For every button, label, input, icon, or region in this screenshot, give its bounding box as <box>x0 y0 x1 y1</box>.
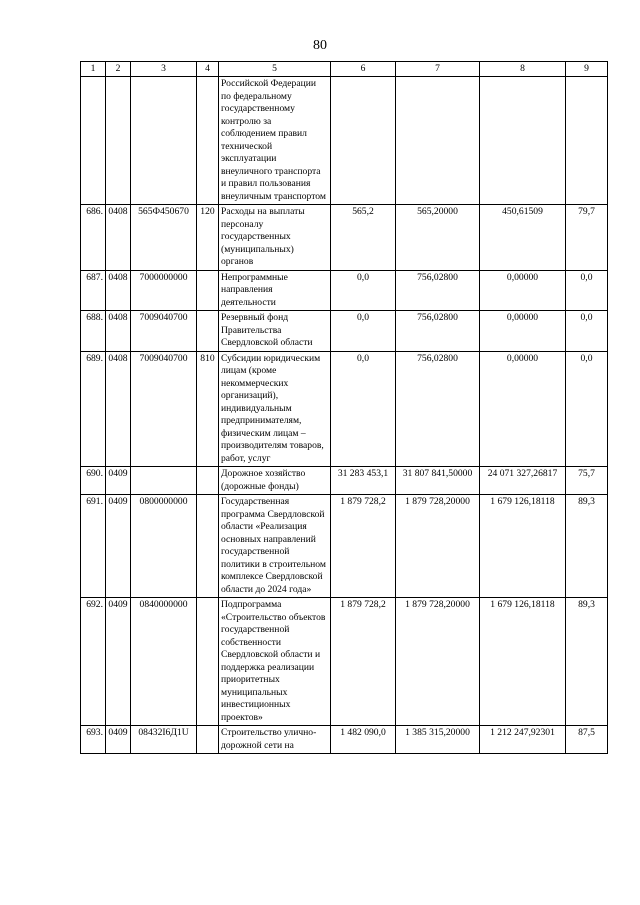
item-name-cell: Расходы на выплаты персоналу государственных (муниципальных) органов <box>219 205 331 271</box>
revised-amount-cell: 756,02800 <box>396 311 480 352</box>
column-header-7: 7 <box>396 62 480 77</box>
execution-percent-cell <box>566 77 608 205</box>
row-number-cell: 690. <box>81 467 106 495</box>
approved-amount-cell: 1 879 728,2 <box>331 598 396 726</box>
row-number-cell <box>81 77 106 205</box>
column-header-3: 3 <box>131 62 197 77</box>
approved-amount-cell: 1 482 090,0 <box>331 726 396 754</box>
target-article-code-cell <box>131 467 197 495</box>
execution-percent-cell: 0,0 <box>566 270 608 311</box>
executed-amount-cell: 1 679 126,18118 <box>480 598 566 726</box>
approved-amount-cell: 1 879 728,2 <box>331 495 396 598</box>
section-code-cell: 0409 <box>106 598 131 726</box>
column-header-2: 2 <box>106 62 131 77</box>
expense-type-code-cell: 120 <box>197 205 219 271</box>
section-code-cell: 0408 <box>106 205 131 271</box>
table-row <box>81 467 608 495</box>
target-article-code-cell: 7000000000 <box>131 270 197 311</box>
table-row <box>81 205 608 271</box>
approved-amount-cell <box>331 77 396 205</box>
revised-amount-cell: 756,02800 <box>396 270 480 311</box>
execution-percent-cell: 75,7 <box>566 467 608 495</box>
target-article-code-cell: 7009040700 <box>131 351 197 467</box>
table-row <box>81 77 608 205</box>
revised-amount-cell: 756,02800 <box>396 351 480 467</box>
table-body <box>81 77 608 754</box>
expense-type-code-cell <box>197 270 219 311</box>
table-header <box>81 62 608 77</box>
section-code-cell: 0409 <box>106 495 131 598</box>
row-number-cell: 686. <box>81 205 106 271</box>
item-name-cell: Резервный фонд Правительства Свердловской области <box>219 311 331 352</box>
target-article-code-cell: 7009040700 <box>131 311 197 352</box>
expense-type-code-cell <box>197 467 219 495</box>
executed-amount-cell: 0,00000 <box>480 270 566 311</box>
section-code-cell: 0408 <box>106 351 131 467</box>
row-number-cell: 688. <box>81 311 106 352</box>
header-row <box>81 62 608 77</box>
execution-percent-cell: 87,5 <box>566 726 608 754</box>
revised-amount-cell: 1 879 728,20000 <box>396 598 480 726</box>
executed-amount-cell: 1 679 126,18118 <box>480 495 566 598</box>
table-row <box>81 270 608 311</box>
table-row <box>81 495 608 598</box>
row-number-cell: 693. <box>81 726 106 754</box>
column-header-1: 1 <box>81 62 106 77</box>
section-code-cell: 0408 <box>106 270 131 311</box>
execution-percent-cell: 89,3 <box>566 495 608 598</box>
section-code-cell: 0409 <box>106 467 131 495</box>
approved-amount-cell: 565,2 <box>331 205 396 271</box>
expense-type-code-cell <box>197 598 219 726</box>
expense-type-code-cell <box>197 495 219 598</box>
section-code-cell: 0409 <box>106 726 131 754</box>
row-number-cell: 692. <box>81 598 106 726</box>
column-header-4: 4 <box>197 62 219 77</box>
expense-type-code-cell: 810 <box>197 351 219 467</box>
revised-amount-cell: 1 385 315,20000 <box>396 726 480 754</box>
target-article-code-cell: 08432I6Д1U <box>131 726 197 754</box>
expense-type-code-cell <box>197 726 219 754</box>
column-header-5: 5 <box>219 62 331 77</box>
table-row <box>81 351 608 467</box>
budget-table <box>80 61 608 754</box>
section-code-cell <box>106 77 131 205</box>
target-article-code-cell: 565Ф450670 <box>131 205 197 271</box>
executed-amount-cell: 0,00000 <box>480 351 566 467</box>
row-number-cell: 689. <box>81 351 106 467</box>
target-article-code-cell: 0840000000 <box>131 598 197 726</box>
executed-amount-cell: 1 212 247,92301 <box>480 726 566 754</box>
target-article-code-cell <box>131 77 197 205</box>
executed-amount-cell: 0,00000 <box>480 311 566 352</box>
executed-amount-cell: 24 071 327,26817 <box>480 467 566 495</box>
column-header-6: 6 <box>331 62 396 77</box>
target-article-code-cell: 0800000000 <box>131 495 197 598</box>
row-number-cell: 687. <box>81 270 106 311</box>
table-row <box>81 311 608 352</box>
executed-amount-cell <box>480 77 566 205</box>
item-name-cell: Российской Федерации по федеральному государственному контролю за соблюдением правил технической эксплуатации внеуличного транспорта и правил пользования внеуличным транспортом <box>219 77 331 205</box>
approved-amount-cell: 31 283 453,1 <box>331 467 396 495</box>
page-number: 80 <box>313 38 327 53</box>
executed-amount-cell: 450,61509 <box>480 205 566 271</box>
column-header-8: 8 <box>480 62 566 77</box>
approved-amount-cell: 0,0 <box>331 270 396 311</box>
execution-percent-cell: 79,7 <box>566 205 608 271</box>
execution-percent-cell: 0,0 <box>566 351 608 467</box>
section-code-cell: 0408 <box>106 311 131 352</box>
item-name-cell: Строительство улично-дорожной сети на <box>219 726 331 754</box>
revised-amount-cell: 31 807 841,50000 <box>396 467 480 495</box>
item-name-cell: Подпрограмма «Строительство объектов государственной собственности Свердловской области и поддержка реализации приоритетных муниципальных инвестиционных проектов» <box>219 598 331 726</box>
item-name-cell: Государственная программа Свердловской области «Реализация основных направлений государственной политики в строительном комплексе Свердловской области до 2024 года» <box>219 495 331 598</box>
expense-type-code-cell <box>197 77 219 205</box>
item-name-cell: Дорожное хозяйство (дорожные фонды) <box>219 467 331 495</box>
column-header-9: 9 <box>566 62 608 77</box>
table-row <box>81 598 608 726</box>
execution-percent-cell: 0,0 <box>566 311 608 352</box>
item-name-cell: Субсидии юридическим лицам (кроме некоммерческих организаций), индивидуальным предпринимателям, физическим лицам – производителям товаров, работ, услуг <box>219 351 331 467</box>
approved-amount-cell: 0,0 <box>331 351 396 467</box>
revised-amount-cell: 565,20000 <box>396 205 480 271</box>
table-row <box>81 726 608 754</box>
execution-percent-cell: 89,3 <box>566 598 608 726</box>
expense-type-code-cell <box>197 311 219 352</box>
revised-amount-cell: 1 879 728,20000 <box>396 495 480 598</box>
item-name-cell: Непрограммные направления деятельности <box>219 270 331 311</box>
row-number-cell: 691. <box>81 495 106 598</box>
revised-amount-cell <box>396 77 480 205</box>
approved-amount-cell: 0,0 <box>331 311 396 352</box>
